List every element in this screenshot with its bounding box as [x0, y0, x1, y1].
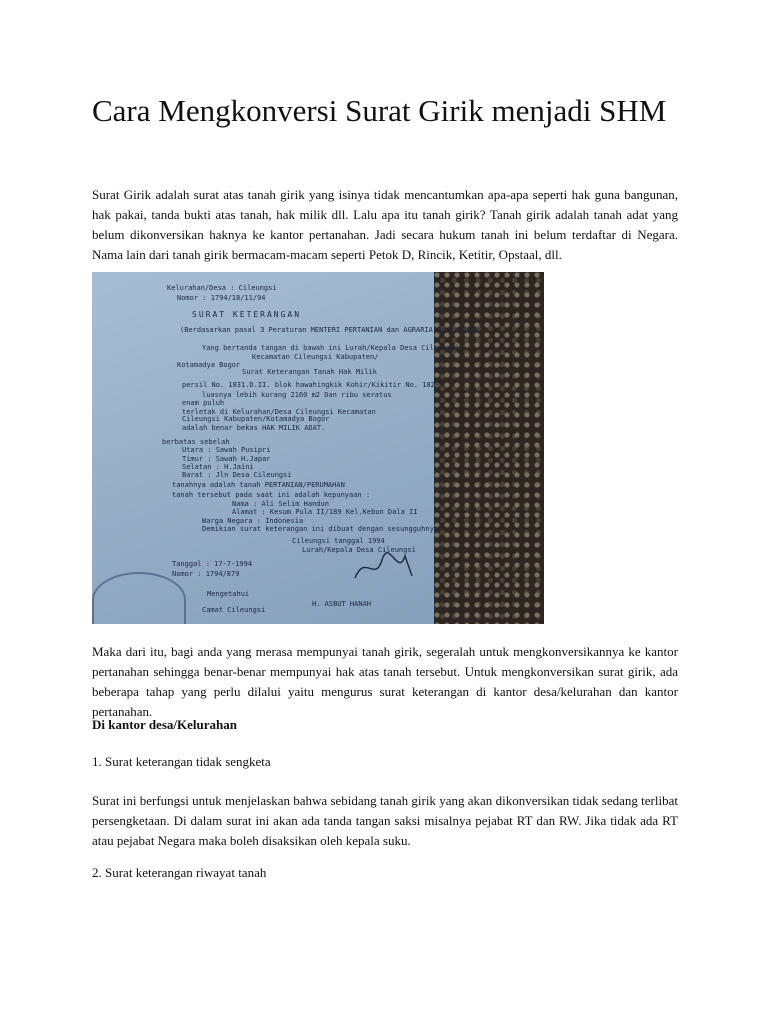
document-line: persil No. 1831.D.II. blok hawahingkik Kohir/Kikitir No. 1828 — [182, 381, 440, 389]
document-line: Camat Cileungsi — [202, 606, 266, 614]
document-line: Lurah/Kepala Desa Cileungsi — [302, 546, 416, 554]
document-line: SURAT KETERANGAN — [192, 310, 302, 319]
document-line: Kotamadya Bogor — [177, 361, 241, 369]
document-line: adalah benar bekas HAK MILIK ADAT. — [182, 424, 326, 432]
paragraph-3: Surat ini berfungsi untuk menjelaskan bahwa sebidang tanah girik yang akan dikonversikan tidak sedang terlibat persengketaan. Di dalam surat ini akan ada tanda tangan saksi misalnya pejabat RT dan RW. Jika tidak ada RT atau pejabat Negara maka boleh disaksikan oleh kepala suku. — [92, 793, 678, 848]
document-line: Demikian surat keterangan ini dibuat dengan sesungguhnya. — [202, 525, 443, 533]
document-line: tanahnya adalah tanah PERTANIAN/PERUMAHAN — [172, 481, 345, 489]
document-line: Mengetahui — [207, 590, 250, 598]
document-line: (Berdasarkan pasal 3 Peraturan MENTERI PERTANIAN dan AGRARIA No.2/1962) — [180, 326, 480, 334]
document-line: Utara : Sawah Pusipri — [182, 446, 271, 454]
document-line: Selatan : H.Jaini — [182, 463, 254, 471]
page-title: Cara Mengkonversi Surat Girik menjadi SHM — [92, 93, 667, 128]
list-item-1: 1. Surat keterangan tidak sengketa — [92, 754, 271, 769]
document-line: Timur : Sawah H.Japar — [182, 455, 271, 463]
document-line: Nama : Ali Selim Handun — [232, 500, 329, 508]
official-stamp — [92, 572, 186, 624]
fabric-background — [434, 272, 544, 624]
intro-paragraph: Surat Girik adalah surat atas tanah girik yang isinya tidak mencantumkan apa-apa seperti hak guna bangunan, hak pakai, tanda bukti atas tanah, hak milik dll. Lalu apa itu tanah girik? Tanah girik adalah tanah adat yang belum dikonversikan haknya ke kantor pertanahan. Jadi secara hukum tanah ini belum terdaftar di Negara. Nama lain dari tanah girik bermacam-macam seperti Petok D, Rincik, Ketitir, Opstaal, dll. — [92, 187, 678, 262]
section-heading: Di kantor desa/Kelurahan — [92, 717, 237, 732]
document-line: Kecamatan Cileungsi Kabupaten/ — [252, 353, 379, 361]
document-line: Kelurahan/Desa : Cileungsi — [167, 284, 277, 292]
document-line: Alamat : Kesum Pula II/189 Kel.Kebun Dala II — [232, 508, 418, 516]
document-line: berbatas sebelah — [162, 438, 230, 446]
document-line: enam puluh — [182, 399, 225, 407]
paragraph-2: Maka dari itu, bagi anda yang merasa mempunyai tanah girik, segeralah untuk mengkonversikannya ke kantor pertanahan sehingga benar-benar mempunyai hak atas tanah tersebut. Untuk mengkonversikan surat girik, ada beberapa tahap yang perlu dilalui yaitu mengurus surat keterangan di kantor desa/kelurahan dan kantor pertanahan. — [92, 644, 678, 719]
document-line: Nomor : 1794/879 — [172, 570, 240, 578]
list-item-2: 2. Surat keterangan riwayat tanah — [92, 865, 267, 880]
document-line: Cileungsi Kabupaten/Kotamadya Bogor — [182, 415, 330, 423]
document-line: luasnya lebih kurang 2160 m2 Dan ribu seratus — [202, 391, 392, 399]
document-photo — [92, 272, 544, 624]
document-line: Yang bertanda tangan di bawah ini Lurah/Kepala Desa Cileungsi — [202, 344, 460, 352]
document-line: Barat : Jln Desa Cileungsi — [182, 471, 292, 479]
document-line: terletak di Kelurahan/Desa Cileungsi Kecamatan — [182, 408, 376, 416]
document-line: tanah tersebut pada saat ini adalah kepunyaan : — [172, 491, 371, 499]
document-line: Warga Negara : Indonesia — [202, 517, 304, 525]
document-line: Nomor : 1794/18/11/94 — [177, 294, 266, 302]
document-line: Surat Keterangan Tanah Hak Milik — [242, 368, 377, 376]
document-line: Cileungsi tanggal 1994 — [292, 537, 385, 545]
document-line: Tanggal : 17-7-1994 — [172, 560, 253, 568]
document-line: H. ASBUT HANAH — [312, 600, 372, 608]
